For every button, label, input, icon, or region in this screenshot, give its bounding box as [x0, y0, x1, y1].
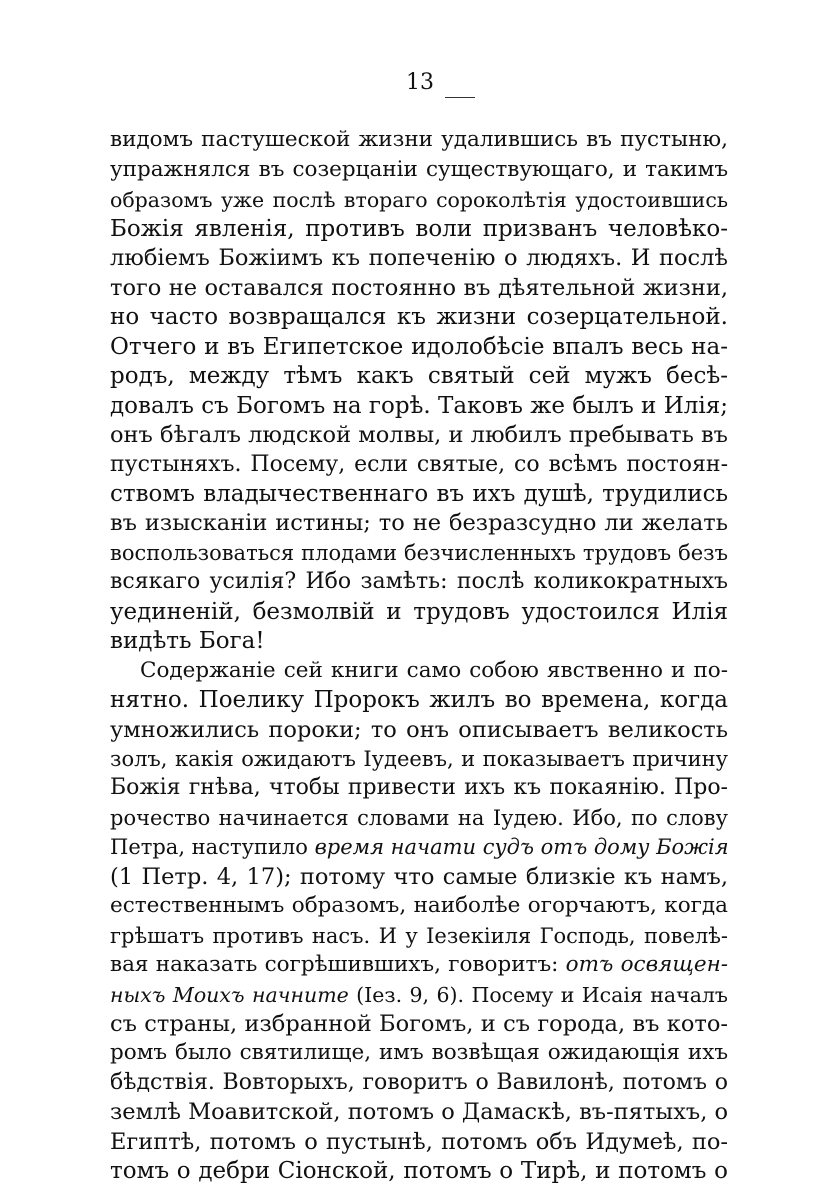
text-line: Божія гнѣва, чтобы привести ихъ къ покаянію. Про-	[110, 775, 728, 800]
text-span: Петра, наступило	[110, 835, 315, 859]
text-line: упражнялся въ созерцаніи существующаго, и такимъ	[110, 157, 728, 182]
text-line	[110, 832, 728, 862]
text-line: онъ бѣгалъ людской молвы, и любилъ пребывать въ	[110, 422, 728, 448]
text-line: Египтѣ, потомъ о пустынѣ, потомъ объ Идумеѣ, по-	[110, 1129, 728, 1155]
text-line: уединеній, безмолвій и трудовъ удостоился Илія	[110, 599, 728, 625]
text-line: довалъ съ Богомъ на горѣ. Таковъ же былъ и Илія;	[110, 393, 728, 419]
text-line: но часто возвращался къ жизни созерцательной.	[110, 304, 728, 330]
text-line: того не оставался постоянно въ дѣятельной жизни,	[110, 275, 728, 301]
text-line: ромъ было святилище, имъ возвѣщая ожидающія ихъ	[110, 1040, 728, 1065]
text-line: ствомъ владычественнаго въ ихъ душѣ, трудились	[110, 481, 728, 507]
text-line: воспользоваться плодами безчисленныхъ трудовъ безъ	[110, 541, 728, 565]
text-line: рочество начинается словами на Іудею. Ибо, по слову	[110, 806, 728, 830]
text-span: вая наказать согрѣшившихъ, говоритъ:	[110, 952, 566, 977]
text-line: всякаго усилія? Ибо замѣть: послѣ коликократныхъ	[110, 569, 728, 594]
scripture-quote: ныхъ Моихъ начните	[110, 983, 349, 1007]
text-line: родъ, между тѣмъ какъ святый сей мужъ бесѣ-	[110, 363, 728, 389]
scripture-quote: время начати судъ отъ дому Божія	[314, 835, 729, 859]
text-line: грѣшатъ противъ насъ. И у Іезекіиля Господь, повелѣ-	[110, 924, 728, 948]
text-span: (Іез. 9, 6). Посему и Исаія началъ	[348, 983, 728, 1007]
text-line: бѣдствія. Вовторыхъ, говоритъ о Вавилонѣ, потомъ о	[110, 1070, 728, 1095]
text-line: нятно. Поелику Пророкъ жилъ во времена, когда	[110, 687, 728, 713]
text-line: видѣть Бога!	[110, 628, 265, 654]
text-line	[110, 980, 728, 1010]
page-number-rule	[445, 97, 475, 98]
text-line: Божія явленія, противъ воли призванъ человѣко-	[110, 216, 728, 242]
page-number: 13	[406, 70, 434, 95]
text-line	[110, 950, 728, 980]
text-line: съ страны, избранной Богомъ, и съ города, въ кото-	[110, 1011, 728, 1037]
text-line: Отчего и въ Египетское идолобѣсіе впалъ весь на-	[110, 334, 728, 360]
text-line: видомъ пастушеской жизни удалившись въ пустыню,	[110, 127, 728, 152]
text-line: землѣ Моавитской, потомъ о Дамаскѣ, въ-пятыхъ, о	[110, 1099, 729, 1125]
paragraph-first-line: Содержаніе сей книги само собою явственно и по-	[140, 658, 728, 683]
text-line: (1 Петр. 4, 17); потому что самые близкіе къ намъ,	[110, 864, 728, 890]
text-line: томъ о дебри Сіонской, потомъ о Тирѣ, и потомъ о	[110, 1158, 728, 1184]
text-line: образомъ уже послѣ втораго сороколѣтія удостоившись	[110, 188, 728, 212]
scripture-quote: отъ освящен-	[565, 952, 728, 977]
text-line: любіемъ Божіимъ къ попеченію о людяхъ. И послѣ	[110, 245, 728, 271]
text-line: въ изысканіи истины; то не безразсудно ли желать	[110, 510, 728, 536]
text-line: золъ, какія ожидаютъ Іудеевъ, и показываетъ причину	[110, 747, 728, 771]
text-line: пустыняхъ. Посему, если святые, со всѣмъ постоян-	[110, 452, 728, 477]
text-line: умножились пороки; то онъ описываетъ великость	[110, 717, 728, 743]
text-line: естественнымъ образомъ, наиболѣе огорчаютъ, когда	[110, 893, 728, 918]
